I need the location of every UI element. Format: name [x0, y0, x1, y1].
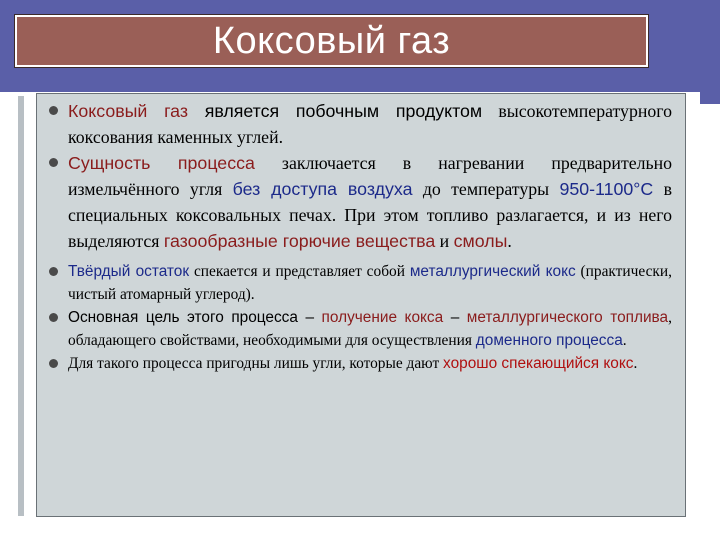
text-segment: . [622, 332, 627, 349]
text-segment: высокотемпературного коксования каменных углей. [68, 101, 672, 147]
bullet-dot-icon [49, 359, 58, 368]
keyword-temperature: 950-1100°С [559, 179, 654, 199]
bullet-item-5 [48, 352, 672, 375]
keyword-combustible-gases: газообразные горючие вещества [163, 231, 436, 251]
slide-title-box [15, 15, 648, 67]
text-segment: Основная цель этого процесса – [68, 309, 322, 326]
text-segment: является побочным продуктом [188, 101, 483, 121]
bullet-dot-icon [49, 313, 58, 322]
bullet-item-2 [48, 150, 672, 254]
text-segment: спекается и представляет собой [189, 263, 410, 280]
header-band-edge [700, 0, 720, 104]
bullet-item-3 [48, 260, 672, 306]
text-segment: – [443, 309, 467, 326]
bullet-dot-icon [49, 106, 58, 115]
keyword-solid-residue: Твёрдый остаток [68, 263, 190, 280]
keyword-no-air: без доступа воздуха [232, 179, 413, 199]
text-segment: до температуры [412, 179, 560, 199]
bullet-dot-icon [49, 267, 58, 276]
bullet-item-4 [48, 306, 672, 352]
keyword-metallurgical-coke: металлургический кокс [409, 263, 576, 280]
keyword-blast-furnace-process: доменного процесса [475, 332, 623, 349]
keyword-metallurgical-fuel: металлургического топлива [466, 309, 669, 326]
keyword-good-coke: хорошо спекающийся кокс [443, 355, 634, 372]
text-segment: в специальных коксовальных печах. При этом топливо разлагается, и из него выделяются [68, 179, 673, 251]
text-segment: Для такого процесса пригодны лишь угли, которые дают [68, 355, 444, 372]
bullet-list [48, 98, 672, 375]
side-frame-line [18, 96, 24, 516]
keyword-tars: смолы [453, 231, 508, 251]
keyword-coke-gas: Коксовый газ [68, 101, 189, 121]
keyword-process-essence: Сущность процесса [68, 153, 255, 173]
text-segment: . [507, 231, 512, 251]
text-segment: и [435, 231, 454, 251]
bullet-dot-icon [49, 158, 58, 167]
text-segment: (практически, чистый атомарный углерод). [68, 263, 672, 303]
keyword-getting-coke: получение кокса [321, 309, 444, 326]
text-segment: заключается в нагревании предварительно измельчённого угля [68, 153, 672, 199]
text-segment: , обладающего свойствами, необходимыми для осуществления [68, 309, 672, 349]
bullet-item-1 [48, 98, 672, 150]
slide-title: Коксовый газ [212, 19, 451, 62]
text-segment: . [633, 355, 638, 372]
